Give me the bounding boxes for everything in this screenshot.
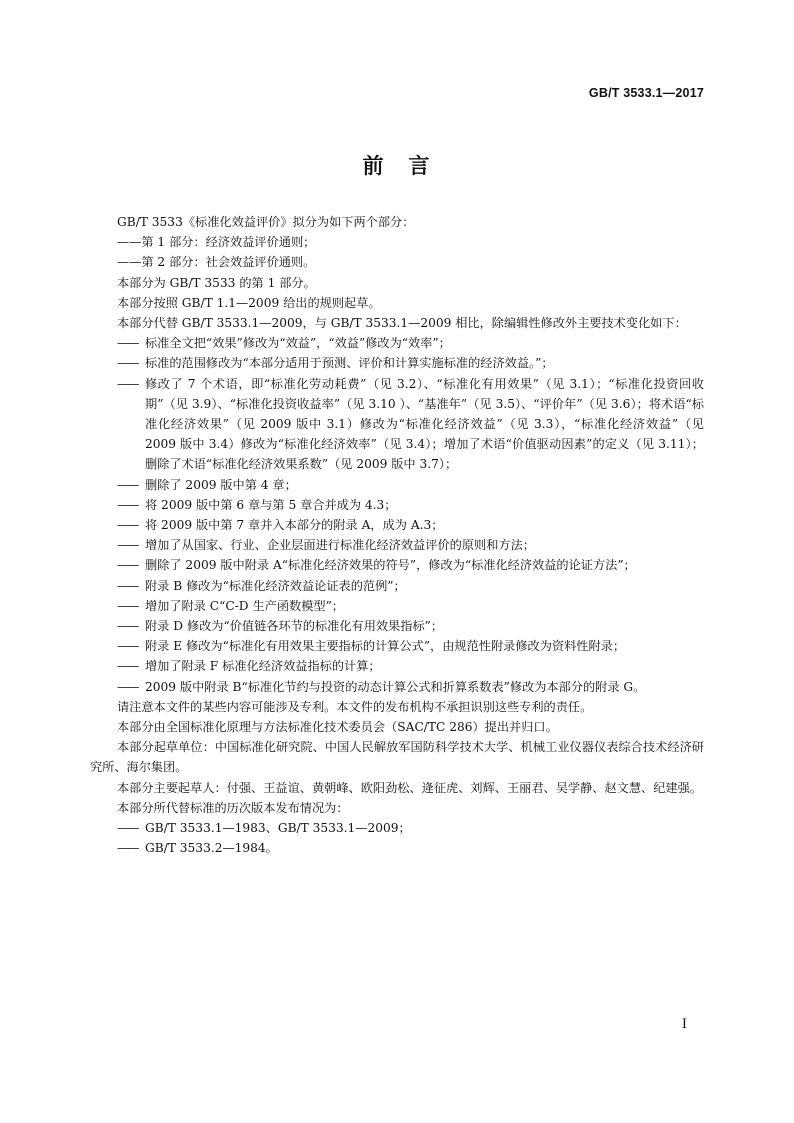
dash-marker: ——: [117, 356, 138, 371]
change-item: [90, 555, 704, 575]
change-text: 修改了 7 个术语，即“标准化劳动耗费”（见 3.2）、“标准化有用效果”（见 3.1）；“标准化投资回收期”（见 3.9）、“标准化投资收益率”（见 3.10 ）、“基准年”（见 3.5）、“评价年”（见 3.6）；将术语“标准化经济效果”（见 2009 版中 3.1）修改为“标准化经济效益”（见 3.3），“标准化经济效益”（见 2009 版中 3.4）修改为“标准化经济效率”（见 3.4）；增加了术语“价值驱动因素”的定义（见 3.11）；删除了术语“标准化经济效果系数”（见 2009 版中 3.7）；: [145, 376, 704, 472]
change-item: [90, 333, 704, 353]
patent-notice: 请注意本文件的某些内容可能涉及专利。本文件的发布机构不承担识别这些专利的责任。: [117, 699, 593, 714]
page-title: 前 言: [362, 154, 432, 178]
history-text: GB/T 3533.1—1983、GB/T 3533.1—2009；: [145, 821, 411, 836]
change-text: 2009 版中附录 B“标准化节约与投资的动态计算公式和折算系数表”修改为本部分的附录 G。: [145, 679, 646, 694]
history-item: [90, 838, 704, 858]
page-number: I: [681, 1017, 687, 1032]
change-text: 删除了 2009 版中附录 A“标准化经济效果的符号”，修改为“标准化经济效益的论证方法”；: [145, 558, 636, 573]
change-item: [90, 353, 704, 373]
dash-marker: ——: [117, 821, 138, 836]
foreword-body: [90, 212, 704, 859]
dash-marker: ——: [117, 558, 138, 573]
change-text: 增加了附录 F 标准化经济效益指标的计算；: [145, 659, 381, 674]
change-item: [90, 656, 704, 676]
change-item: [90, 616, 704, 636]
change-item: [90, 495, 704, 515]
dash-marker: ——: [117, 619, 138, 634]
dash-marker: ——: [117, 376, 138, 391]
change-text: 增加了附录 C“C-D 生产函数模型”；: [145, 598, 344, 613]
change-text: 标准的范围修改为“本部分适用于预测、评价和计算实施标准的经济效益。”；: [145, 356, 554, 371]
history-heading: 本部分所代替标准的历次版本发布情况为：: [117, 800, 349, 815]
dash-marker: ——: [117, 841, 138, 856]
change-item: [90, 576, 704, 596]
dash-marker: ——: [117, 336, 138, 351]
dash-marker: ——: [117, 497, 138, 512]
part-list-item: ——第 1 部分：经济效益评价通则；: [117, 235, 316, 250]
dash-marker: ——: [117, 659, 138, 674]
change-text: 附录 B 修改为“标准化经济效益论证表的范例”；: [145, 578, 406, 593]
dash-marker: ——: [117, 679, 138, 694]
change-text: 增加了从国家、行业、企业层面进行标准化经济效益评价的原则和方法；: [145, 538, 535, 553]
change-item: [90, 677, 704, 697]
change-item: [90, 374, 704, 475]
intro-paragraph: 本部分代替 GB/T 3533.1—2009，与 GB/T 3533.1—2009 相比，除编辑性修改外主要技术变化如下：: [117, 316, 687, 331]
change-text: 附录 E 修改为“标准化有用效果主要指标的计算公式”，由规范性附录修改为资料性附录；: [145, 639, 626, 654]
dash-marker: ——: [117, 639, 138, 654]
change-item: [90, 515, 704, 535]
change-item: [90, 636, 704, 656]
dash-marker: ——: [117, 477, 138, 492]
change-text: 附录 D 修改为“价值链各环节的标准化有用效果指标”；: [145, 619, 444, 634]
dash-marker: ——: [117, 518, 138, 533]
intro-paragraph: GB/T 3533《标准化效益评价》拟分为如下两个部分：: [117, 215, 415, 229]
drafters-paragraph: 本部分主要起草人：付强、王益谊、黄朝峰、欧阳劲松、逄征虎、刘辉、王丽君、吴学静、赵文慧、纪建强。: [117, 780, 702, 795]
dash-marker: ——: [117, 578, 138, 593]
standard-code: GB/T 3533.1—2017: [588, 86, 704, 100]
change-item: [90, 475, 704, 495]
dash-marker: ——: [117, 598, 138, 613]
dash-marker: ——: [117, 538, 138, 553]
change-text: 将 2009 版中第 7 章并入本部分的附录 A，成为 A.3；: [145, 518, 444, 533]
change-item: [90, 596, 704, 616]
history-item: [90, 818, 704, 838]
part-list-item: ——第 2 部分：社会效益评价通则。: [117, 255, 316, 270]
change-item: [90, 535, 704, 555]
intro-paragraph: 本部分为 GB/T 3533 的第 1 部分。: [117, 275, 316, 290]
change-text: 标准全文把“效果”修改为“效益”，“效益”修改为“效率”；: [145, 336, 451, 351]
intro-paragraph: 本部分按照 GB/T 1.1—2009 给出的规则起草。: [117, 295, 381, 310]
change-text: 将 2009 版中第 6 章与第 5 章合并成为 4.3；: [145, 497, 397, 512]
history-text: GB/T 3533.2—1984。: [145, 841, 278, 856]
drafting-units-paragraph: 本部分起草单位：中国标准化研究院、中国人民解放军国防科学技术大学、机械工业仪器仪表综合技术经济研究所、海尔集团。: [90, 740, 704, 775]
proposer-paragraph: 本部分由全国标准化原理与方法标准化技术委员会（SAC/TC 286）提出并归口。: [117, 720, 558, 735]
change-text: 删除了 2009 版中第 4 章；: [145, 477, 297, 492]
